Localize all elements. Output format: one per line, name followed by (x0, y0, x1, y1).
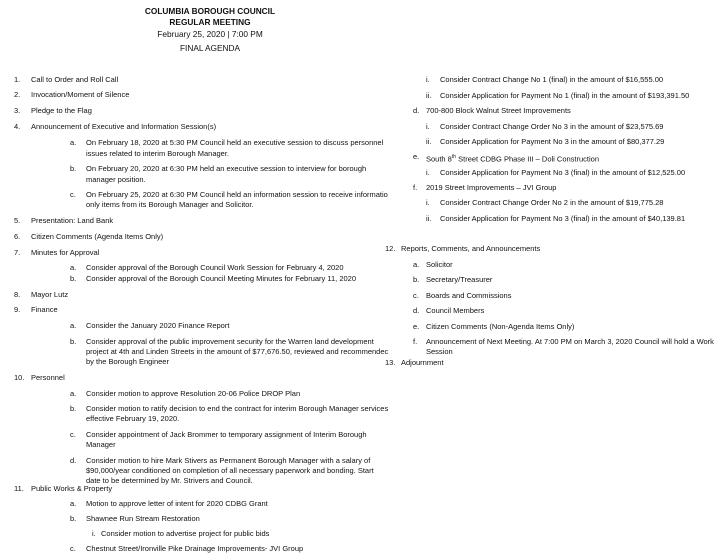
agenda-item-mayor: Mayor Lutz (31, 290, 69, 299)
sub-sub-item-numeral: i. (426, 75, 430, 84)
sub-item-letter: c. (70, 430, 76, 439)
sub-item-text-part: South 8 (426, 154, 452, 164)
sub-item-text: Secretary/Treasurer (426, 275, 493, 284)
agenda-item-public-works: Public Works & Property (31, 484, 113, 493)
item-number: 6. (14, 232, 21, 241)
sub-item-letter: b. (70, 404, 77, 413)
sub-item-text: effective February 19, 2020. (86, 414, 180, 423)
sub-item-letter: a. (413, 260, 420, 269)
sub-sub-item-numeral: ii. (426, 137, 432, 146)
sub-item-letter: f. (413, 183, 418, 192)
sub-item-text: manager position. (86, 175, 146, 184)
agenda-item-sessions: Announcement of Executive and Information Session(s) (31, 122, 217, 131)
agenda-item-finance: Finance (31, 305, 58, 314)
meeting-date-time: February 25, 2020 | 7:00 PM (157, 29, 263, 39)
sub-item-text: date to be determined by Mr. Strivers and Council. (86, 476, 253, 485)
agenda-item-presentation: Presentation: Land Bank (31, 216, 114, 225)
item-number: 8. (14, 290, 21, 299)
sub-item-text: 700-800 Block Walnut Street Improvements (426, 106, 571, 115)
agenda-item-personnel: Personnel (31, 373, 65, 382)
sub-item-letter: a. (70, 321, 77, 330)
sub-sub-item-text: Consider Contract Change No 1 (final) in the amount of $16,555.00 (440, 75, 664, 84)
item-number: 9. (14, 305, 21, 314)
item-number: 7. (14, 248, 21, 257)
sub-item-letter: d. (413, 306, 420, 315)
sub-item-letter: b. (413, 275, 420, 284)
sub-item-text: Consider motion to ratify decision to end the contract for interim Borough Manager services (86, 404, 389, 413)
agenda-item-pledge: Pledge to the Flag (31, 106, 92, 115)
sub-item-letter: a. (70, 499, 77, 508)
sub-sub-item-numeral: i. (426, 198, 430, 207)
sub-item-text: $90,000/year conditioned on completion of all necessary paperwork and bonding. Start (86, 466, 374, 475)
org-name: COLUMBIA BOROUGH COUNCIL (144, 6, 276, 16)
sub-item-letter: a. (70, 263, 77, 272)
sub-item-text: On February 20, 2020 at 6:30 PM held an executive session to interview for borough (86, 164, 367, 173)
sub-item-text: project at 4th and Linden Streets in the amount of $77,676.50, reviewed and recommendec (86, 347, 389, 356)
sub-item-text: Manager (86, 440, 116, 449)
sub-sub-item-numeral: ii. (426, 214, 432, 223)
sub-item-text: Consider approval of the Borough Council Meeting Minutes for February 11, 2020 (86, 274, 357, 283)
sub-item-letter: b. (70, 514, 77, 523)
sub-sub-item-text: Consider Contract Change Order No 2 in the amount of $19,775.28 (440, 198, 664, 207)
sub-item-letter: b. (70, 274, 77, 283)
sub-item-letter: c. (70, 190, 76, 199)
sub-item-text: Consider the January 2020 Finance Report (86, 321, 230, 330)
item-number: 10. (14, 373, 25, 382)
meeting-type: REGULAR MEETING (169, 17, 251, 27)
sub-sub-item-text: Consider Application for Payment No 3 (final) in the amount of $40,139.81 (440, 214, 686, 223)
item-number: 5. (14, 216, 21, 225)
sub-sub-item-text: Consider Application for Payment No 1 (final) in the amount of $193,391.50 (440, 91, 690, 100)
sub-item-text: Consider motion to approve Resolution 20-06 Police DROP Plan (86, 389, 301, 398)
sub-item-letter: c. (70, 544, 76, 553)
sub-item-text: Boards and Commissions (426, 291, 512, 300)
sub-item-letter: b. (70, 337, 77, 346)
sub-item-text: Chestnut Street/Ironville Pike Drainage Improvements- JVI Group (86, 544, 304, 553)
item-number: 4. (14, 122, 21, 131)
sub-item-text: Announcement of Next Meeting. At 7:00 PM on March 3, 2020 Council will hold a Work (426, 337, 714, 346)
agenda-item-minutes: Minutes for Approval (31, 248, 100, 257)
sub-sub-item-numeral: i. (426, 122, 430, 131)
sub-item-text: Consider approval of the Borough Council Work Session for February 4, 2020 (86, 263, 344, 272)
sub-item-text: On February 18, 2020 at 5:30 PM Council held an executive session to discuss personnel (86, 138, 384, 147)
sub-item-text-part: Street CDBG Phase III – Doli Construction (456, 154, 600, 164)
sub-item-letter: a. (70, 138, 77, 147)
sub-sub-item-numeral: ii. (426, 91, 432, 100)
ordinal-suffix: th (451, 154, 457, 160)
sub-item-letter: f. (413, 337, 418, 346)
sub-item-text (426, 152, 599, 165)
item-number: 1. (14, 75, 21, 84)
sub-item-text: Shawnee Run Stream Restoration (86, 514, 200, 523)
sub-item-text: Consider appointment of Jack Brommer to temporary assignment of Interim Borough (86, 430, 367, 439)
sub-sub-item-numeral: i. (92, 529, 96, 538)
sub-item-text: Session (426, 347, 453, 356)
agenda-item-citizen-comments: Citizen Comments (Agenda Items Only) (31, 232, 164, 241)
sub-item-text: Solicitor (426, 260, 453, 269)
sub-item-text: Citizen Comments (Non-Agenda Items Only) (426, 322, 575, 331)
agenda-item-invocation: Invocation/Moment of Silence (31, 90, 130, 99)
sub-item-text: Motion to approve letter of intent for 2020 CDBG Grant (86, 499, 268, 508)
sub-item-letter: e. (413, 322, 420, 331)
sub-item-letter: d. (413, 106, 420, 115)
sub-item-text: Consider approval of the public improvement security for the Warren land development (86, 337, 374, 346)
sub-item-text: Consider motion to hire Mark Stivers as Permanent Borough Manager with a salary of (86, 456, 371, 465)
agenda-item-reports: Reports, Comments, and Announcements (401, 244, 541, 253)
agenda-item-call-to-order: Call to Order and Roll Call (31, 75, 119, 84)
item-number: 3. (14, 106, 21, 115)
sub-item-text: Council Members (426, 306, 485, 315)
sub-item-letter: c. (413, 291, 419, 300)
sub-item-text: 2019 Street Improvements – JVI Group (426, 183, 557, 192)
sub-item-letter: a. (70, 389, 77, 398)
sub-item-text: only items from its Borough Manager and Solicitor. (86, 200, 254, 209)
sub-item-text: issues related to interim Borough Manager. (86, 149, 229, 158)
sub-sub-item-text: Consider Application for Payment No 3 (final) in the amount of $12,525.00 (440, 168, 686, 177)
agenda-item-adjournment: Adjournment (401, 358, 444, 367)
sub-item-text: by the Borough Engineer (86, 357, 169, 366)
sub-sub-item-text: Consider motion to advertise project for public bids (101, 529, 270, 538)
item-number: 2. (14, 90, 21, 99)
item-number: 13. (385, 358, 396, 367)
sub-sub-item-numeral: i. (426, 168, 430, 177)
sub-item-text: On February 25, 2020 at 6:30 PM Council held an information session to receive informatio (86, 190, 388, 199)
sub-item-letter: e. (413, 152, 420, 161)
item-number: 12. (385, 244, 396, 253)
agenda-title: FINAL AGENDA (179, 43, 241, 53)
sub-item-letter: d. (70, 456, 77, 465)
sub-sub-item-text: Consider Application for Payment No 3 in the amount of $80,377.29 (440, 137, 665, 146)
item-number: 11. (14, 484, 24, 493)
sub-item-letter: b. (70, 164, 77, 173)
sub-sub-item-text: Consider Contract Change Order No 3 in the amount of $23,575.69 (440, 122, 664, 131)
